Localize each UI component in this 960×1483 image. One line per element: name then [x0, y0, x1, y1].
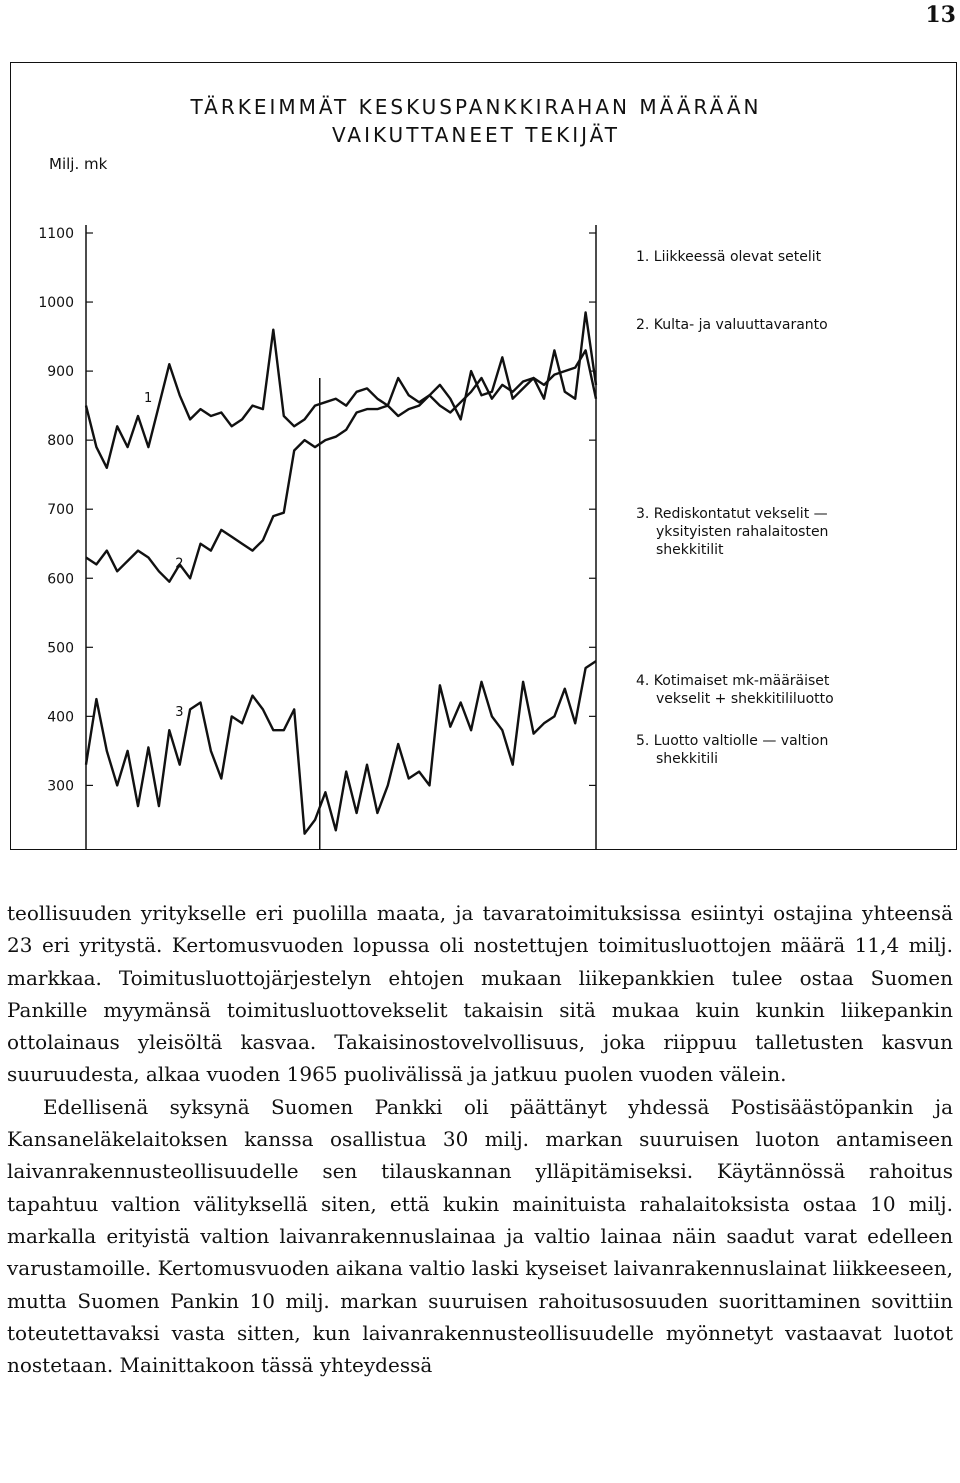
- paragraph-1: teollisuuden yritykselle eri puolilla maata, ja tavaratoimituksissa esiintyi ostajina yhteensä 23 eri yritystä. Kertomusvuoden lopussa oli nostettujen toimitusluottojen määrä 11,4 milj. markkaa. Toimitusluottojärjestelyn ehtojen mukaan liikepankkien tulee ostaa Suomen Pankille myymänsä toimitusluottovekselit takaisin sitä mukaa kuin kunkin liikepankin ottolainaus yleisöltä kasvaa. Takaisinostovelvollisuus, joka riippuu talletusten kasvun suuruudesta, alkaa vuoden 1965 puolivälissä ja jatkuu puolen vuoden välein.: [7, 901, 953, 1087]
- y-tick-label: 900: [47, 364, 74, 381]
- y-tick-label: 1100: [38, 226, 74, 242]
- legend-entry-4: vekselit + shekkitililuotto: [656, 691, 834, 707]
- y-tick-label: 700: [47, 502, 74, 519]
- series-3-line: [86, 661, 596, 834]
- legend-entry-3: yksityisten rahalaitosten: [656, 524, 829, 540]
- y-tick-label: 500: [47, 640, 74, 657]
- page-number: 13: [925, 2, 956, 28]
- series-1-line: [86, 312, 596, 467]
- y-tick-label: 400: [47, 709, 74, 726]
- legend-entry-1: 1. Liikkeessä olevat setelit: [636, 249, 822, 265]
- y-tick-label: 1000: [38, 295, 74, 312]
- legend-entry-3: shekkitilit: [656, 542, 724, 558]
- series-3-label: 3: [175, 705, 184, 721]
- series-2-label: 2: [175, 556, 184, 572]
- y-tick-label: 800: [47, 433, 74, 450]
- body-text: [7, 897, 953, 1381]
- y-tick-label: [47, 847, 74, 849]
- series-1-label: 1: [144, 390, 153, 406]
- figure-title-line-2: VAIKUTTANEET TEKIJÄT: [332, 123, 620, 147]
- legend-entry-3: 3. Rediskontatut vekselit —: [636, 506, 828, 522]
- line-chart: [11, 63, 956, 849]
- figure-frame: [10, 62, 957, 850]
- legend-entry-4: 4. Kotimaiset mk-määräiset: [636, 673, 830, 689]
- legend-entry-5: shekkitili: [656, 751, 719, 767]
- y-unit-label: Milj. mk: [49, 155, 108, 173]
- legend-entry-2: 2. Kulta- ja valuuttavaranto: [636, 317, 828, 333]
- paragraph-2: Edellisenä syksynä Suomen Pankki oli päättänyt yhdessä Postisäästöpankin ja Kansaneläkelaitoksen kanssa osallistua 30 milj. markan suuruisen luoton antamiseen laivanrakennusteollisuudelle sen tilauskannan ylläpitämiseksi. Käytännössä rahoitus tapahtuu valtion välityksellä siten, että kukin mainituista rahalaitoksista ostaa 10 milj. markalla erityistä valtion laivanrakennuslainaa ja valtio lainaa näin saadut varat edelleen varustamoille. Kertomusvuoden aikana valtio laski kyseiset laivanrakennuslainat liikkeeseen, mutta Suomen Pankin 10 milj. markan suuruisen rahoitusosuuden suorittaminen sovittiin toteutettavaksi vasta sitten, kun laivanrakennusteollisuudelle myönnetyt vastaavat luotot nostetaan. Mainittakoon tässä yhteydessä: [7, 1094, 953, 1378]
- y-tick-label: 300: [47, 778, 74, 795]
- figure-title-line-1: TÄRKEIMMÄT KESKUSPANKKIRAHAN MÄÄRÄÄN: [190, 95, 762, 119]
- series-2-line: [86, 350, 596, 581]
- legend-entry-5: 5. Luotto valtiolle — valtion: [636, 733, 829, 749]
- y-tick-label: 600: [47, 571, 74, 588]
